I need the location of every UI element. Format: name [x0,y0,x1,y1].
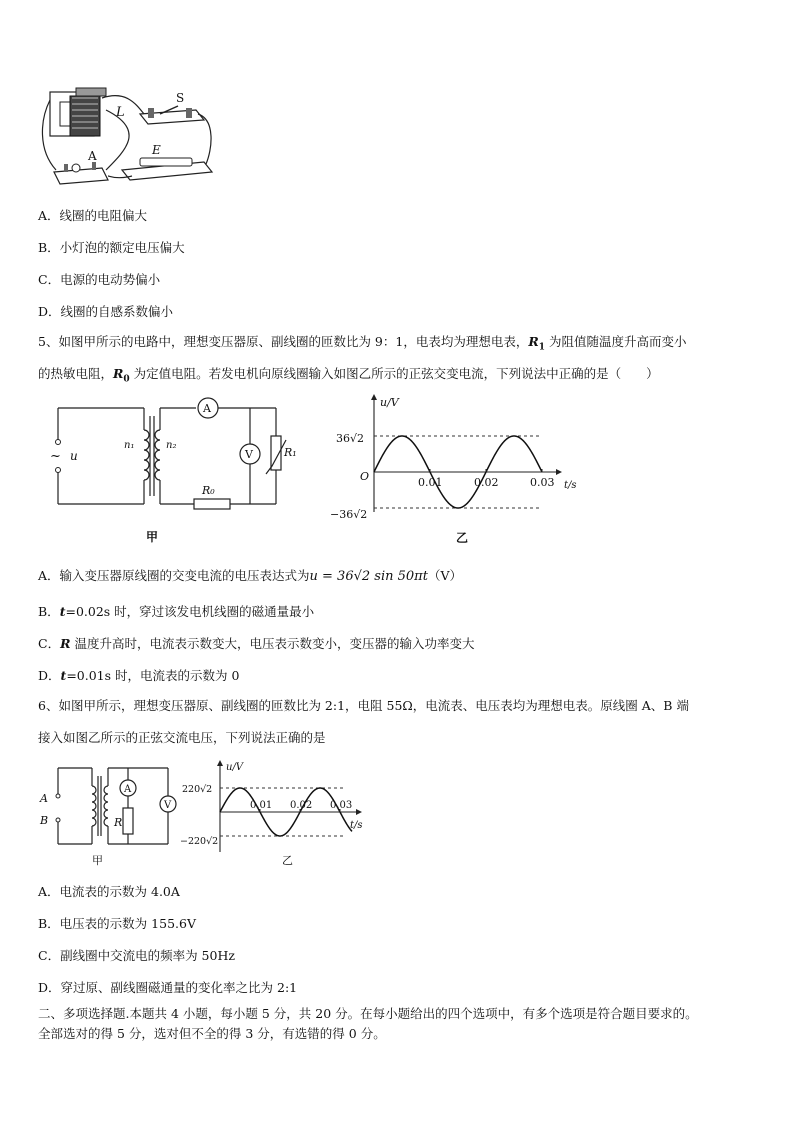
q6-terminal-A: A [40,792,48,805]
section2-line1: 二、多项选择题.本题共 4 小题，每小题 5 分，共 20 分。在每小题给出的四个选项中，有多个选项是符合题目要求的。 [38,1006,698,1021]
q4-option-d: D．线圈的自感系数偏小 [38,304,174,319]
label-L: L [116,105,125,120]
q6-circuit-caption: 甲 [92,854,103,867]
q6-option-b: B．电压表的示数为 155.6V [38,916,196,931]
q5-ammeter-label: A [203,402,211,415]
q5-option-a: A．输入变压器原线圈的交变电流的电压表达式为u = 36√2 sin 50πt（V） [38,568,462,584]
q4-option-a: A．线圈的电阻偏大 [38,208,148,223]
q6-ammeter-label: A [124,784,132,795]
x-tick-label: 0.03 [530,476,555,489]
q6-stem-line2: 接入如图乙所示的正弦交流电压，下列说法正确的是 [38,730,326,745]
q5-option-c: C．R 温度升高时，电流表示数变大，电压表示数变小，变压器的输入功率变大 [38,636,475,651]
q6-label-R: R [114,816,123,829]
q6-voltage-chart [180,760,370,870]
q5-origin: O [360,470,370,483]
q6-circuit-figure [36,760,186,870]
q6-ymax-label: 220√2 [182,784,213,795]
label-E: E [152,143,161,157]
q5-source-tilde: ~ [50,449,61,464]
q5-voltmeter-label: V [245,448,253,461]
x-tick-label: 0.03 [330,800,353,811]
q5-circuit-caption: 甲 [146,530,159,544]
q5-stem-line1: 5、如图甲所示的电路中，理想变压器原、副线圈的匝数比为 9：1，电表均为理想电表，$R_1$ 为阻值随温度升高而变小 [38,334,687,353]
q5-y-label: u/V [380,396,399,409]
q5-label-R0: R₀ [202,484,215,497]
q5-option-b: B．t=0.02s 时，穿过该发电机线圈的磁通量最小 [38,604,315,619]
q5-x-label: t/s [564,480,577,491]
x-tick-label: 0.01 [250,800,273,811]
q6-option-a: A．电流表的示数为 4.0A [38,884,180,899]
q5-label-R1: R₁ [284,446,297,459]
q4-option-c: C．电源的电动势偏小 [38,272,161,287]
q5-circuit-figure [40,396,297,546]
q6-x-label: t/s [350,820,363,831]
label-S: S [176,91,185,105]
q5-label-n1: n₁ [124,440,135,451]
q4-option-b: B．小灯泡的额定电压偏大 [38,240,185,255]
q6-y-label: u/V [226,762,244,773]
q6-stem-line1: 6、如图甲所示，理想变压器原、副线圈的匝数比为 2:1，电阻 55Ω，电流表、电压表均为理想电表。原线圈 A、B 端 [38,698,689,713]
q6-chart-caption: 乙 [282,854,293,867]
q6-terminal-B: B [40,814,49,827]
q6-ymin-label: −220√2 [180,836,219,847]
q6-option-d: D．穿过原、副线圈磁通量的变化率之比为 2:1 [38,980,298,995]
q5-label-n2: n₂ [166,440,177,451]
label-A: A [88,149,97,163]
q5-ymax-label: 36√2 [336,432,365,445]
q4-apparatus-figure [36,80,256,200]
q5-ymin-label: −36√2 [330,508,368,521]
q6-option-c: C．副线圈中交流电的频率为 50Hz [38,948,235,963]
q6-voltmeter-label: V [164,800,172,811]
q5-source-u: u [70,449,78,463]
q5-stem-line2: 的热敏电阻，$R_0$ 为定值电阻。若发电机向原线圈输入如图乙所示的正弦交变电流，下列说法中正确的是（ ） [38,366,659,385]
q5-voltage-chart [330,392,577,545]
x-tick-label: 0.01 [418,476,443,489]
section2-line2: 全部选对的得 5 分，选对但不全的得 3 分，有选错的得 0 分。 [38,1026,386,1041]
q5-option-d: D．t=0.01s 时，电流表的示数为 0 [38,668,240,683]
q5-chart-caption: 乙 [456,531,469,545]
x-tick-label: 0.02 [290,800,313,811]
x-tick-label: 0.02 [474,476,499,489]
